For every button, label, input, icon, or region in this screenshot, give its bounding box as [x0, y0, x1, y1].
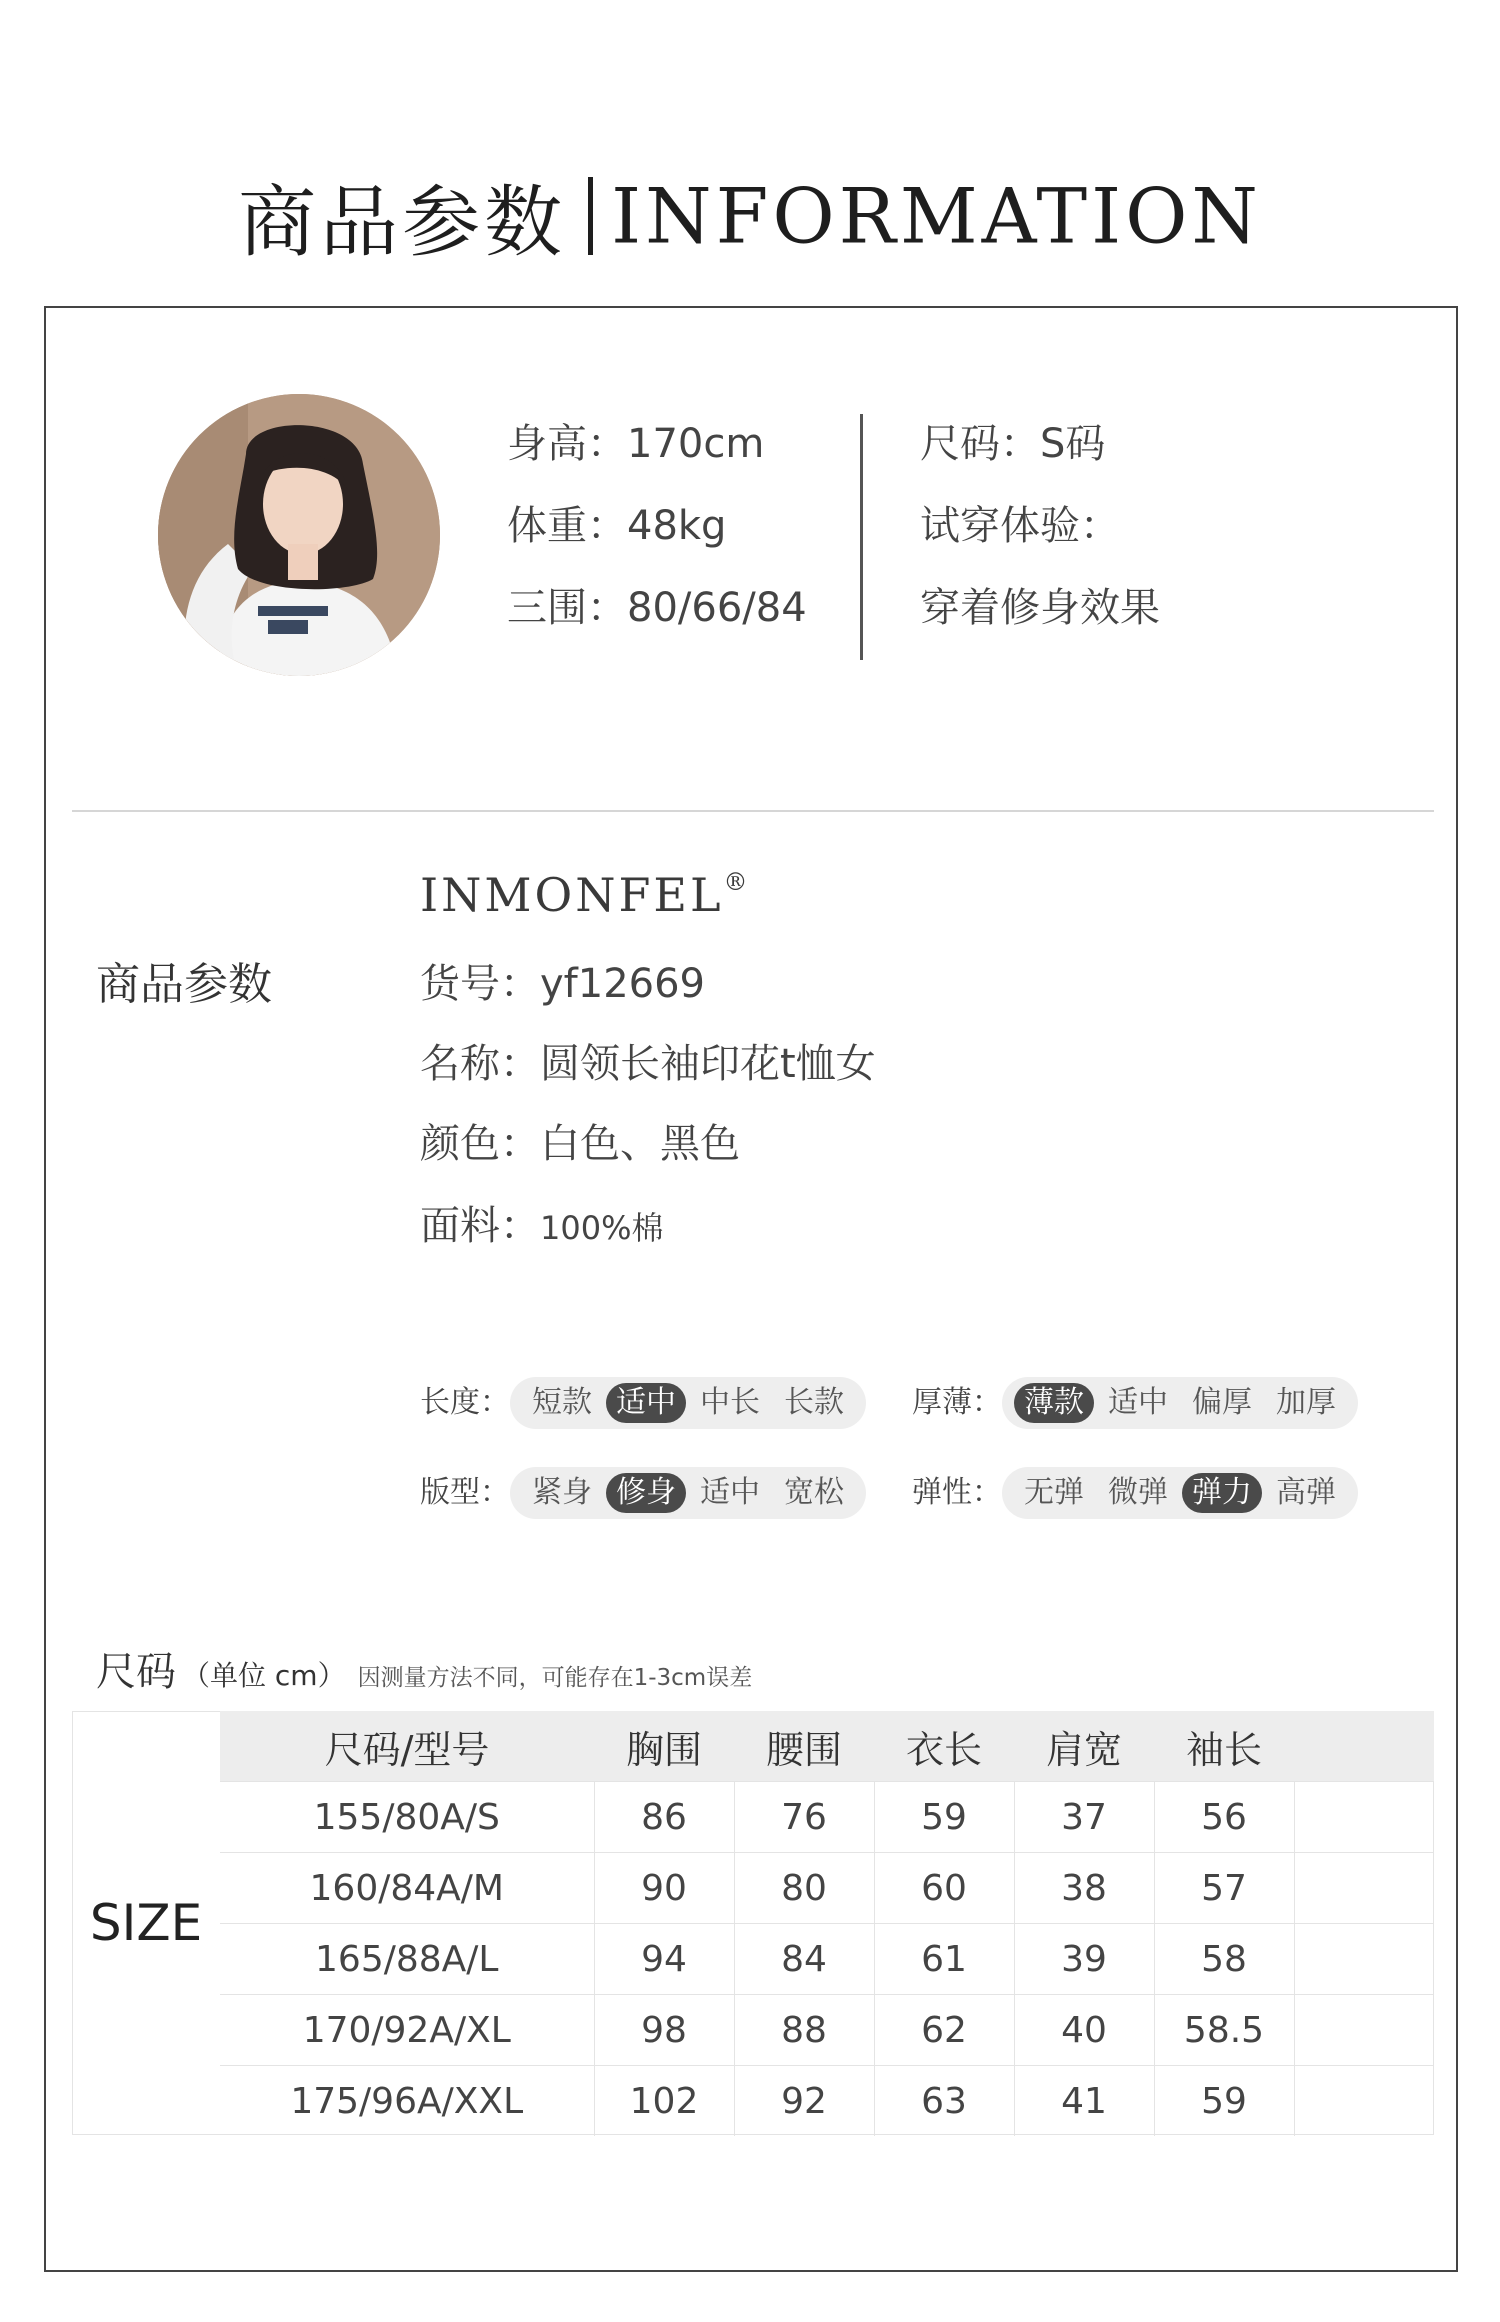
attr-option: 中长	[700, 1384, 760, 1420]
model-avatar	[158, 394, 440, 676]
table-cell: 63	[874, 2066, 1014, 2137]
registered-mark: ®	[723, 868, 751, 896]
attr-option: 短款	[532, 1384, 592, 1420]
attr-option-selected: 适中	[606, 1383, 686, 1423]
table-cell: 39	[1014, 1924, 1154, 1995]
model-stats	[507, 418, 807, 664]
param-sku	[420, 952, 705, 1009]
attr-options	[1002, 1467, 1358, 1519]
size-side-label: SIZE	[89, 1894, 203, 1952]
table-cell: 38	[1014, 1853, 1154, 1924]
attr-option-selected: 薄款	[1014, 1383, 1094, 1423]
table-cell: 76	[734, 1782, 874, 1853]
size-table	[220, 1711, 1434, 2136]
table-cell: 59	[1154, 2066, 1294, 2137]
table-cell: 165/88A/L	[220, 1924, 594, 1995]
brand-name: INMONFEL	[420, 868, 724, 922]
column-header: 腰围	[734, 1711, 874, 1782]
size-section-title	[96, 1640, 752, 1697]
attr-option-selected: 弹力	[1182, 1473, 1262, 1513]
table-cell: 155/80A/S	[220, 1782, 594, 1853]
attr-option: 无弹	[1024, 1474, 1084, 1510]
table-cell: 80	[734, 1853, 874, 1924]
param-name	[420, 1032, 876, 1089]
table-cell: 58	[1154, 1924, 1294, 1995]
params-section-label: 商品参数	[96, 959, 272, 1010]
table-cell: 160/84A/M	[220, 1853, 594, 1924]
table-cell: 57	[1154, 1853, 1294, 1924]
model-weight: 体重：48kg	[507, 503, 727, 549]
table-cell: 62	[874, 1995, 1014, 2066]
table-cell: 175/96A/XXL	[220, 2066, 594, 2137]
attr-option: 适中	[700, 1474, 760, 1510]
table-cell: 98	[594, 1995, 734, 2066]
param-sku-label: 货号：	[420, 961, 540, 1007]
table-cell: 56	[1154, 1782, 1294, 1853]
table-row	[220, 1995, 1434, 2066]
attr-option: 紧身	[532, 1474, 592, 1510]
table-cell: 88	[734, 1995, 874, 2066]
attr-options	[510, 1377, 866, 1429]
table-cell: 37	[1014, 1782, 1154, 1853]
size-unit: （单位 cm）	[182, 1659, 346, 1692]
column-header: 袖长	[1154, 1711, 1294, 1782]
table-cell: 60	[874, 1853, 1014, 1924]
model-measurements: 三围：80/66/84	[507, 585, 807, 631]
attr-option: 高弹	[1276, 1474, 1336, 1510]
table-cell-empty	[1294, 1924, 1434, 1995]
column-header: 衣长	[874, 1711, 1014, 1782]
table-cell-empty	[1294, 1782, 1434, 1853]
param-fabric-label: 面料：	[420, 1203, 540, 1249]
table-cell: 92	[734, 2066, 874, 2137]
model-size: 尺码：S码	[920, 421, 1106, 467]
column-header: 胸围	[594, 1711, 734, 1782]
param-fabric	[420, 1194, 664, 1251]
attr-length	[420, 1376, 866, 1428]
table-cell-empty	[1294, 2066, 1434, 2137]
param-sku-value: yf12669	[540, 961, 705, 1007]
header-separator	[588, 177, 593, 255]
table-cell: 84	[734, 1924, 874, 1995]
attr-label: 版型：	[420, 1474, 510, 1510]
attr-option: 加厚	[1276, 1384, 1336, 1420]
fit-experience-value: 穿着修身效果	[920, 585, 1160, 631]
attr-elasticity	[912, 1466, 1358, 1518]
attr-options	[510, 1467, 866, 1519]
attr-thickness	[912, 1376, 1358, 1428]
column-header-empty	[1294, 1711, 1434, 1782]
table-cell: 40	[1014, 1995, 1154, 2066]
size-title: 尺码	[96, 1649, 176, 1695]
param-name-value: 圆领长袖印花t恤女	[540, 1041, 876, 1087]
attr-label: 弹性：	[912, 1474, 1002, 1510]
attr-option: 偏厚	[1192, 1384, 1252, 1420]
column-header: 肩宽	[1014, 1711, 1154, 1782]
fit-experience-label: 试穿体验：	[920, 503, 1120, 549]
attr-label: 长度：	[420, 1384, 510, 1420]
table-cell: 59	[874, 1782, 1014, 1853]
param-color-label: 颜色：	[420, 1121, 540, 1167]
size-table-header	[220, 1711, 1434, 1782]
attr-option-selected: 修身	[606, 1473, 686, 1513]
model-divider	[860, 414, 863, 660]
model-fit	[920, 418, 1160, 664]
table-row	[220, 1924, 1434, 1995]
attr-option: 微弹	[1108, 1474, 1168, 1510]
param-fabric-value: 100%棉	[540, 1209, 664, 1247]
section-divider	[72, 810, 1434, 812]
attr-fit	[420, 1466, 866, 1518]
column-header: 尺码/型号	[220, 1711, 594, 1782]
brand-logo	[420, 868, 751, 922]
table-cell: 90	[594, 1853, 734, 1924]
header-title-en: INFORMATION	[611, 171, 1262, 261]
model-height: 身高：170cm	[507, 421, 765, 467]
table-cell: 41	[1014, 2066, 1154, 2137]
attr-options	[1002, 1377, 1358, 1429]
model-photo-icon	[158, 394, 440, 676]
table-row	[220, 1853, 1434, 1924]
header-title-cn: 商品参数	[238, 178, 567, 268]
attr-option: 长款	[784, 1384, 844, 1420]
table-cell-empty	[1294, 1995, 1434, 2066]
table-cell: 61	[874, 1924, 1014, 1995]
page-header	[0, 160, 1500, 272]
table-cell: 86	[594, 1782, 734, 1853]
table-cell-empty	[1294, 1853, 1434, 1924]
table-cell: 170/92A/XL	[220, 1995, 594, 2066]
size-note: 因测量方法不同，可能存在1-3cm误差	[357, 1665, 753, 1691]
table-cell: 94	[594, 1924, 734, 1995]
param-name-label: 名称：	[420, 1041, 540, 1087]
table-cell: 102	[594, 2066, 734, 2137]
table-cell: 58.5	[1154, 1995, 1294, 2066]
attr-label: 厚薄：	[912, 1384, 1002, 1420]
param-color-value: 白色、黑色	[540, 1121, 740, 1167]
attr-option: 宽松	[784, 1474, 844, 1510]
table-row	[220, 1782, 1434, 1853]
table-row	[220, 2066, 1434, 2137]
attr-option: 适中	[1108, 1384, 1168, 1420]
param-color	[420, 1112, 740, 1169]
